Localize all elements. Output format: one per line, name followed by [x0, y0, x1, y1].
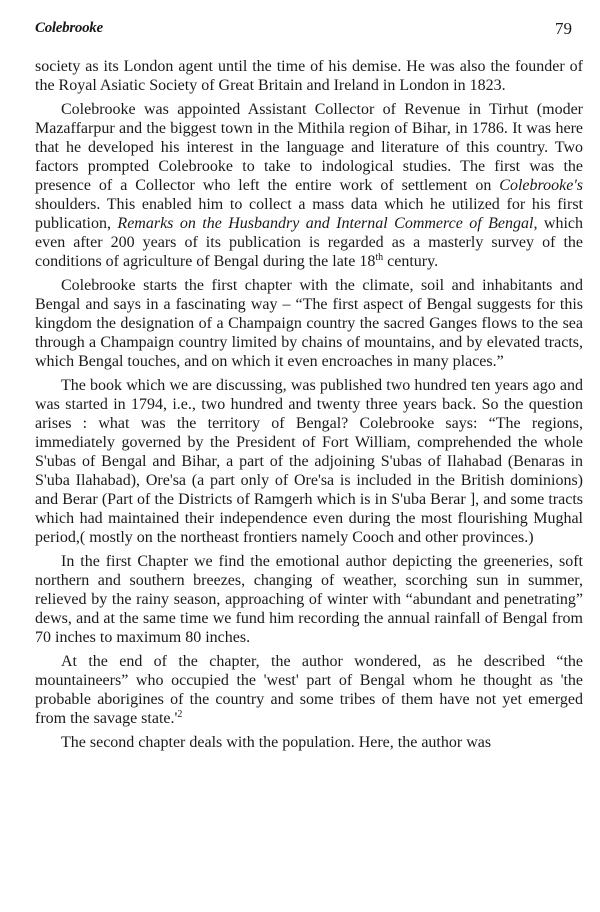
paragraph-3 — [35, 276, 583, 371]
paragraph-6 — [35, 652, 583, 728]
paragraph-2-book-title: Remarks on the Husbandry and Internal Commerce of Bengal, — [117, 215, 538, 232]
page-number: 79 — [555, 19, 572, 38]
paragraph-2-text-c: which even after 200 years of its publication is regarded as a masterly survey of the conditions of agriculture of Bengal during the late 18 — [35, 215, 584, 270]
paragraph-1 — [35, 57, 583, 95]
footnote-marker: 2 — [177, 709, 183, 720]
paragraph-2 — [35, 100, 583, 271]
paragraph-2-superscript: th — [375, 252, 384, 263]
paragraph-4-text: The book which we are discussing, was published two hundred ten years ago and was started in 1794, i.e., two hundred and twenty three years back. So the question arises : what was the territory of Bengal? Colebrooke says: “The regions, immediately governed by the President of Fort William, comprehended the whole S'ubas of Bengal and Bihar, a part of the adjoining S'ubas of Ilahabad (Benaras in S'uba Ilahabad), Ore'sa (a part only of Ore'sa is included in the British dominions) and Berar (Part of the Districts of Ramgerh which is in S'uba Berar ], and some tracts which had maintained their independence even during the most flourishing Mughal period,( mostly on the northeast frontiers namely Cooch and other provinces.) — [35, 377, 583, 546]
paragraph-2-italic-name: Colebrooke's — [499, 177, 583, 194]
body-text — [35, 57, 583, 757]
paragraph-3-text: Colebrooke starts the first chapter with the climate, soil and inhabitants and Bengal and says in a fascinating way – “The first aspect of Bengal suggests for this kingdom the designation of a Champaign country the sacred Ganges flows to the sea through a Champaign country limited by chains of mountains, and by elevated tracts, which Bengal touches, and on which it even encroaches in many places.” — [35, 277, 583, 370]
paragraph-5-text: In the first Chapter we find the emotional author depicting the greeneries, soft northern and southern breezes, changing of weather, scorching sun in summer, relieved by the rainy season, approaching of winter with “abundant and penetrating” dews, and at the same time we fund him recording the annual rainfall of Bengal from 70 inches to maximum 80 inches. — [35, 553, 583, 646]
running-title: Colebrooke — [35, 20, 103, 36]
paragraph-5 — [35, 552, 583, 647]
paragraph-2-text-a: Colebrooke was appointed Assistant Collector of Revenue in Tirhut (moder Mazaffarpur and the biggest town in the Mithila region of Bihar, in 1786. It was here that he developed his interest in the language and literature of this country. Two factors prompted Colebrooke to take to indological studies. The first was the presence of a Collector who left the entire work of settlement on — [35, 101, 583, 194]
paragraph-7-text: The second chapter deals with the population. Here, the author was — [61, 734, 492, 751]
paragraph-2-text-d: century. — [383, 253, 439, 270]
paragraph-7 — [35, 733, 583, 752]
paragraph-1-text: society as its London agent until the time of his demise. He was also the founder of the Royal Asiatic Society of Great Britain and Ireland in London in 1823. — [35, 58, 583, 94]
paragraph-6-text: At the end of the chapter, the author wondered, as he described “the mountaineers” who occupied the 'west' part of Bengal whom he thought as 'the probable aborigines of the country and some tribes of them have not yet emerged from the savage state.' — [35, 653, 583, 727]
paragraph-2-text-b: shoulders. This enabled him to collect a mass data which he utilized for his first publication, — [35, 196, 583, 232]
paragraph-4 — [35, 376, 583, 547]
